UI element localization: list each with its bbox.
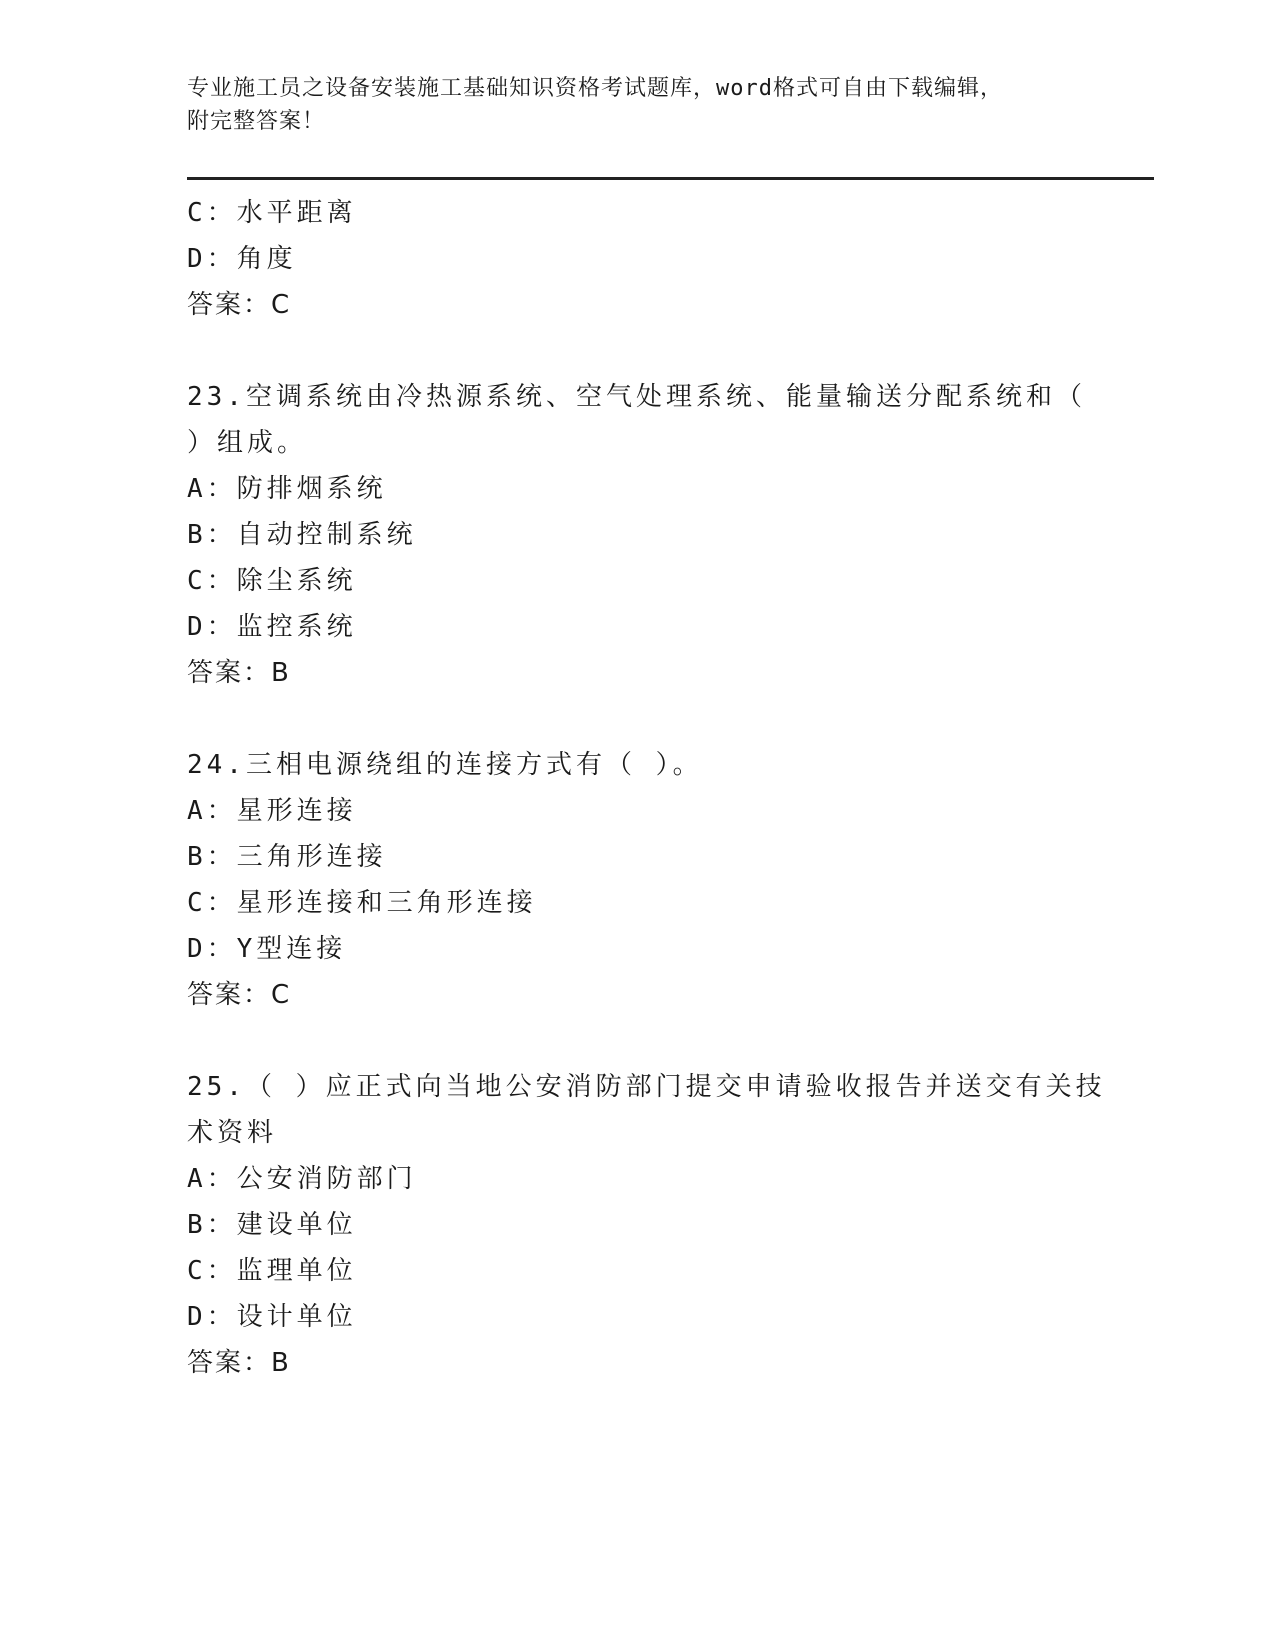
option-label: A： bbox=[187, 474, 237, 504]
answer-line: 答案：B bbox=[187, 1348, 291, 1378]
question-stem-line-1: 24.三相电源绕组的连接方式有（ ）。 bbox=[187, 750, 703, 780]
option-a bbox=[187, 466, 1087, 512]
option-label: C： bbox=[187, 888, 237, 918]
option-label: B： bbox=[187, 520, 237, 550]
option-label: C： bbox=[187, 1256, 237, 1286]
option-text: 设计单位 bbox=[236, 1302, 357, 1332]
header-line-1: 专业施工员之设备安装施工基础知识资格考试题库，word格式可自由下载编辑， bbox=[187, 76, 1003, 101]
option-c bbox=[187, 190, 1087, 236]
option-text: 角度 bbox=[236, 244, 297, 274]
option-label: C： bbox=[187, 198, 237, 228]
option-d bbox=[187, 236, 1087, 282]
option-text: Y型连接 bbox=[236, 934, 347, 964]
option-text: 除尘系统 bbox=[236, 566, 357, 596]
option-label: B： bbox=[187, 842, 237, 872]
header-line-2: 附完整答案！ bbox=[187, 109, 326, 134]
option-label: B： bbox=[187, 1210, 237, 1240]
question-25 bbox=[187, 1064, 1106, 1386]
option-text: 防排烟系统 bbox=[236, 474, 387, 504]
question-stem-line-1: 23.空调系统由冷热源系统、空气处理系统、能量输送分配系统和（ bbox=[187, 382, 1086, 412]
option-text: 三角形连接 bbox=[236, 842, 387, 872]
answer-line: 答案：B bbox=[187, 658, 291, 688]
option-label: A： bbox=[187, 796, 237, 826]
option-c bbox=[187, 1248, 1087, 1294]
option-b bbox=[187, 834, 1087, 880]
option-c bbox=[187, 880, 1087, 926]
option-label: D： bbox=[187, 612, 237, 642]
answer-line: 答案：C bbox=[187, 290, 292, 320]
answer-line: 答案：C bbox=[187, 980, 292, 1010]
option-b bbox=[187, 1202, 1087, 1248]
option-d bbox=[187, 604, 1087, 650]
option-text: 监控系统 bbox=[236, 612, 357, 642]
option-text: 星形连接和三角形连接 bbox=[236, 888, 537, 918]
option-d bbox=[187, 926, 1087, 972]
header-divider bbox=[187, 177, 1154, 180]
question-stem-line-2: ）组成。 bbox=[187, 428, 308, 458]
question-23 bbox=[187, 374, 1087, 696]
option-text: 监理单位 bbox=[236, 1256, 357, 1286]
question-content bbox=[187, 190, 1106, 1386]
spacer bbox=[187, 1018, 1087, 1064]
option-text: 水平距离 bbox=[236, 198, 357, 228]
option-text: 公安消防部门 bbox=[236, 1164, 417, 1194]
option-d bbox=[187, 1294, 1087, 1340]
option-text: 建设单位 bbox=[236, 1210, 357, 1240]
option-b bbox=[187, 512, 1087, 558]
question-stem-line-1: 25.（ ）应正式向当地公安消防部门提交申请验收报告并送交有关技 bbox=[187, 1072, 1106, 1102]
option-label: C： bbox=[187, 566, 237, 596]
option-a bbox=[187, 1156, 1087, 1202]
option-c bbox=[187, 558, 1087, 604]
question-24 bbox=[187, 742, 1087, 1018]
spacer bbox=[187, 696, 1087, 742]
spacer bbox=[187, 328, 1087, 374]
option-text: 自动控制系统 bbox=[236, 520, 417, 550]
option-label: D： bbox=[187, 1302, 237, 1332]
option-label: D： bbox=[187, 244, 237, 274]
question-22-continuation bbox=[187, 190, 1087, 328]
page-header bbox=[187, 72, 1067, 138]
question-stem-line-2: 术资料 bbox=[187, 1118, 278, 1148]
option-label: A： bbox=[187, 1164, 237, 1194]
option-text: 星形连接 bbox=[236, 796, 357, 826]
option-a bbox=[187, 788, 1087, 834]
option-label: D： bbox=[187, 934, 237, 964]
